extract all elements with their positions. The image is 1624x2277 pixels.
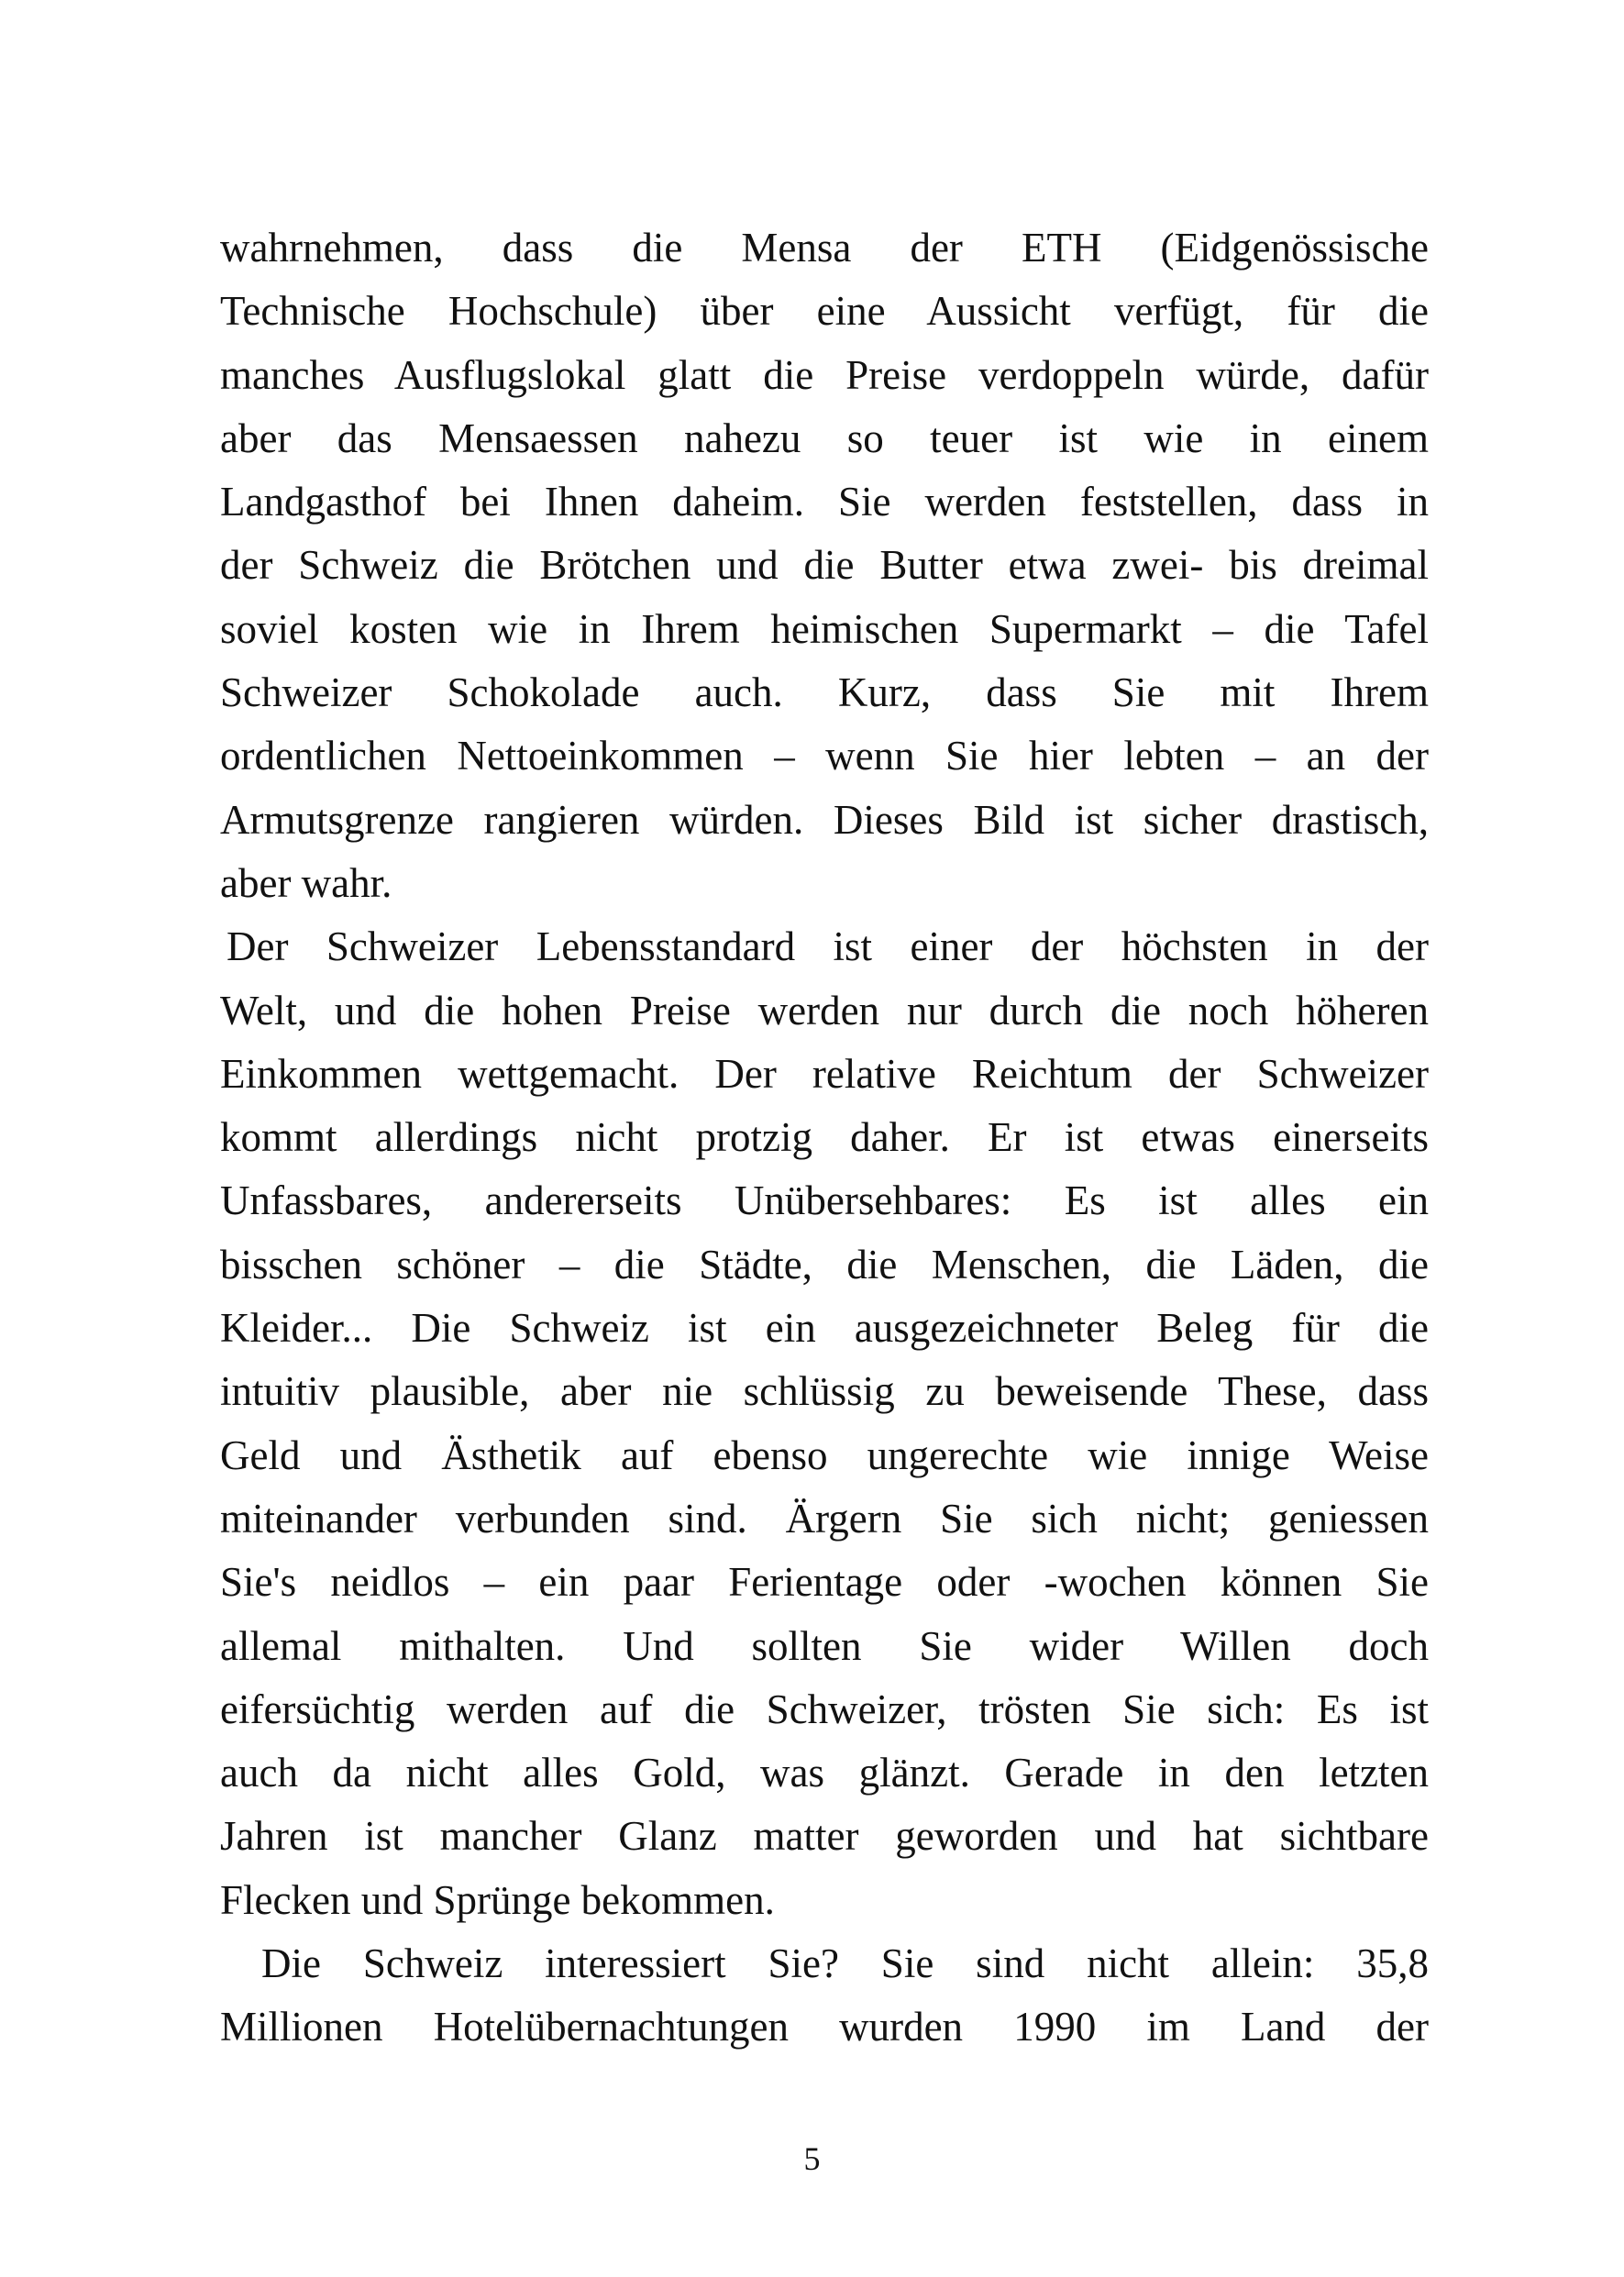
text-line: aber wahr. <box>220 859 392 906</box>
text-line: Einkommen wettgemacht. Der relative Reichtum der Schweizer <box>220 1050 1429 1097</box>
text-line: auch da nicht alles Gold, was glänzt. Gerade in den letzten <box>220 1750 1429 1796</box>
text-line: Sie's neidlos – ein paar Ferientage oder -wochen können Sie <box>220 1559 1429 1606</box>
text-line: miteinander verbunden sind. Ärgern Sie sich nicht; geniessen <box>220 1495 1429 1542</box>
text-line: Der Schweizer Lebensstandard ist einer der höchsten in der <box>226 923 1429 970</box>
page-number: 5 <box>803 2140 821 2177</box>
text-line: ordentlichen Nettoeinkommen – wenn Sie hier lebten – an der <box>220 733 1429 779</box>
text-line: Armutsgrenze rangieren würden. Dieses Bild ist sicher drastisch, <box>220 796 1429 843</box>
text-line: Die Schweiz interessiert Sie? Sie sind nicht allein: 35,8 <box>261 1940 1429 1987</box>
text-line: soviel kosten wie in Ihrem heimischen Supermarkt – die Tafel <box>220 605 1429 652</box>
text-line: bisschen schöner – die Städte, die Menschen, die Läden, die <box>220 1241 1429 1288</box>
text-line: Millionen Hotelübernachtungen wurden 1990 im Land der <box>220 2004 1429 2050</box>
text-line: Technische Hochschule) über eine Aussicht verfügt, für die <box>220 288 1429 335</box>
text-line: Flecken und Sprünge bekommen. <box>220 1876 775 1923</box>
text-line: manches Ausflugslokal glatt die Preise verdoppeln würde, dafür <box>220 351 1429 398</box>
text-line: Geld und Ästhetik auf ebenso ungerechte wie innige Weise <box>220 1431 1429 1478</box>
text-line: Kleider... Die Schweiz ist ein ausgezeichneter Beleg für die <box>220 1305 1429 1352</box>
text-line: Unfassbares, andererseits Unübersehbares: Es ist alles ein <box>220 1177 1429 1224</box>
text-line: aber das Mensaessen nahezu so teuer ist wie in einem <box>220 415 1429 461</box>
text-line: intuitiv plausible, aber nie schlüssig zu beweisende These, dass <box>220 1368 1429 1415</box>
text-line: wahrnehmen, dass die Mensa der ETH (Eidgenössische <box>220 225 1429 271</box>
body-text <box>220 216 1429 2060</box>
text-line: Welt, und die hohen Preise werden nur durch die noch höheren <box>220 987 1429 1033</box>
text-line: Jahren ist mancher Glanz matter geworden und hat sichtbare <box>220 1813 1429 1860</box>
text-line: eifersüchtig werden auf die Schweizer, trösten Sie sich: Es ist <box>220 1686 1429 1732</box>
text-line: der Schweiz die Brötchen und die Butter etwa zwei- bis dreimal <box>220 542 1429 589</box>
text-line: Schweizer Schokolade auch. Kurz, dass Sie mit Ihrem <box>220 669 1429 716</box>
text-line: allemal mithalten. Und sollten Sie wider Willen doch <box>220 1622 1429 1669</box>
text-line: Landgasthof bei Ihnen daheim. Sie werden feststellen, dass in <box>220 479 1429 525</box>
text-line: kommt allerdings nicht protzig daher. Er ist etwas einerseits <box>220 1114 1429 1161</box>
